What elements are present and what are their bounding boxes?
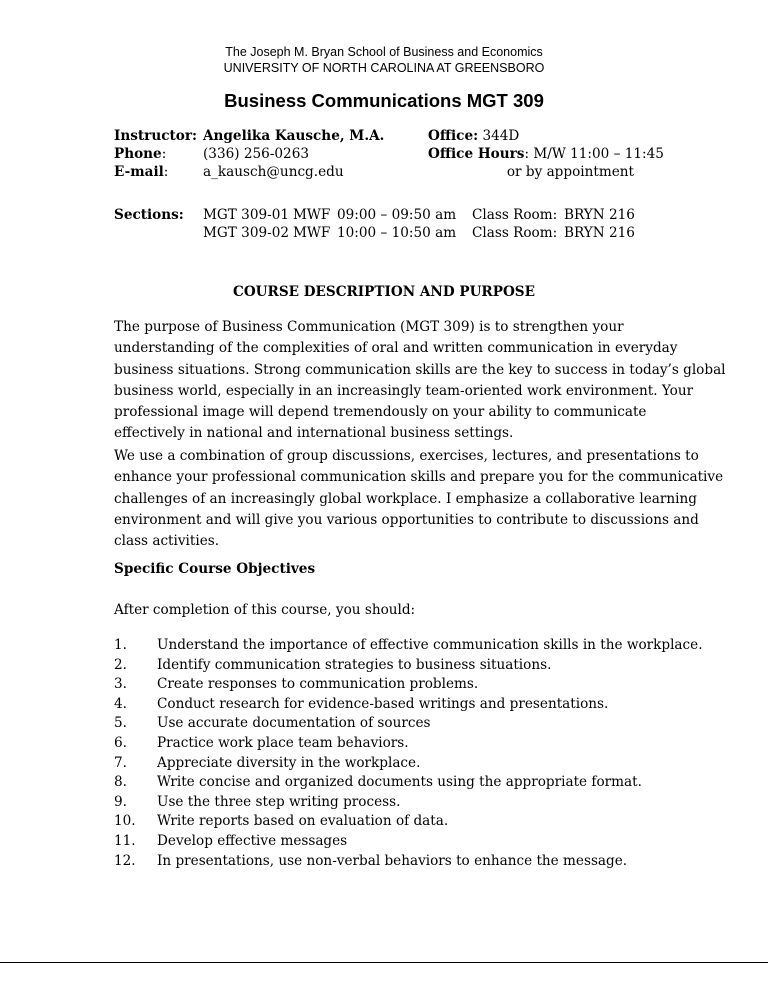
objective-number: 1.: [114, 637, 127, 653]
objective-item: [114, 675, 703, 695]
email-colon: :: [163, 164, 169, 180]
office-hours-alt: or by appointment: [506, 164, 634, 180]
objective-text: Conduct research for evidence-based writings and presentations.: [157, 695, 609, 712]
office-hours-value: : M/W 11:00 – 11:45: [524, 146, 664, 162]
office-number: 344D: [482, 128, 520, 144]
objective-number: 9.: [114, 793, 127, 810]
objective-number: 11.: [114, 832, 136, 849]
classroom-label: Class Room:: [472, 225, 558, 241]
paragraph-line: The purpose of Business Communication (MGT 309) is to strengthen your: [114, 319, 624, 335]
course-title: Business Communications MGT 309: [224, 90, 544, 111]
email-label: E-mail: [114, 164, 164, 180]
phone-label: Phone: [114, 146, 162, 162]
objective-text: Develop effective messages: [157, 832, 348, 849]
university-name: UNIVERSITY OF NORTH CAROLINA AT GREENSBORO: [223, 61, 545, 75]
objective-number: 6.: [114, 734, 127, 751]
objective-number: 7.: [114, 754, 127, 771]
paragraph-line: challenges of an increasingly global workplace. I emphasize a collaborative learning: [114, 490, 697, 507]
objective-number: 4.: [114, 695, 127, 712]
objective-text: Appreciate diversity in the workplace.: [157, 754, 421, 771]
paragraph-line: We use a combination of group discussions, exercises, lectures, and presentations to: [114, 448, 699, 464]
objective-number: 2.: [114, 656, 127, 673]
office-hours-row: [428, 145, 664, 163]
objective-text: In presentations, use non-verbal behaviors to enhance the message.: [157, 852, 628, 869]
objective-text: Use accurate documentation of sources: [157, 715, 431, 732]
objective-number: 5.: [114, 715, 127, 732]
classroom-label: Class Room:: [472, 207, 558, 223]
description-paragraph-1: [114, 317, 726, 445]
paragraph-line: business situations. Strong communication skills are the key to success in today’s global: [114, 361, 726, 378]
school-name: The Joseph M. Bryan School of Business and Economics: [225, 45, 543, 59]
paragraph-line: environment and will give you various opportunities to contribute to discussions and: [114, 511, 699, 528]
instructor-name: Angelika Kausche, M.A.: [203, 128, 385, 144]
section-time: 10:00 – 10:50 am: [337, 225, 457, 241]
section-days: MWF: [293, 207, 331, 223]
objective-text: Create responses to communication problems.: [157, 676, 479, 693]
instructor-label: Instructor:: [114, 128, 198, 144]
objective-text: Write concise and organized documents using the appropriate format.: [157, 774, 642, 791]
paragraph-line: professional image will depend tremendously on your ability to communicate: [114, 404, 647, 421]
objectives-heading: Specific Course Objectives: [114, 561, 316, 577]
paragraph-line: business world, especially in an increasingly team-oriented work environment. Your: [114, 382, 694, 399]
description-paragraph-2: [114, 446, 724, 552]
objective-number: 10.: [114, 813, 136, 830]
objective-item: [114, 773, 703, 793]
classroom-value: BRYN 216: [564, 207, 635, 223]
objective-item: [114, 812, 703, 832]
section-days: MWF: [293, 225, 331, 241]
objective-item: [114, 636, 703, 656]
objective-item: [114, 734, 703, 754]
objective-text: Use the three step writing process.: [157, 793, 401, 810]
section-code: MGT 309-01: [203, 207, 290, 223]
office-row: [428, 127, 519, 145]
objective-item: [114, 754, 703, 774]
office-hours-label: Office Hours: [428, 146, 525, 162]
objectives-intro: After completion of this course, you should:: [114, 602, 416, 618]
objective-text: Understand the importance of effective communication skills in the workplace.: [157, 637, 703, 653]
email-address: a_kausch@uncg.edu: [203, 164, 344, 180]
page-bottom-rule: [0, 962, 768, 963]
sections-label: Sections:: [114, 207, 184, 223]
paragraph-line: effectively in national and international business settings.: [114, 425, 514, 442]
objective-item: [114, 695, 703, 715]
objective-item: [114, 656, 703, 676]
objective-text: Practice work place team behaviors.: [157, 734, 409, 751]
section-code: MGT 309-02: [203, 225, 290, 241]
classroom-value: BRYN 216: [564, 225, 635, 241]
phone-number: (336) 256-0263: [203, 146, 310, 162]
objective-number: 3.: [114, 676, 127, 693]
section-time: 09:00 – 09:50 am: [337, 207, 457, 223]
paragraph-line: class activities.: [114, 533, 220, 550]
office-label: Office:: [428, 128, 479, 144]
objective-item: [114, 793, 703, 813]
paragraph-line: enhance your professional communication skills and prepare you for the communicative: [114, 469, 724, 486]
objective-number: 12.: [114, 852, 136, 869]
objective-text: Identify communication strategies to business situations.: [157, 656, 552, 673]
objective-item: [114, 832, 703, 852]
objective-item: [114, 714, 703, 734]
objectives-list: [114, 636, 703, 871]
phone-colon: :: [161, 146, 167, 162]
email-label-row: [114, 163, 168, 181]
objective-text: Write reports based on evaluation of data.: [157, 813, 449, 830]
paragraph-line: understanding of the complexities of oral and written communication in everyday: [114, 340, 678, 357]
phone-label-row: [114, 145, 166, 163]
objective-number: 8.: [114, 774, 127, 791]
course-description-heading: COURSE DESCRIPTION AND PURPOSE: [233, 284, 535, 300]
objective-item: [114, 852, 703, 872]
